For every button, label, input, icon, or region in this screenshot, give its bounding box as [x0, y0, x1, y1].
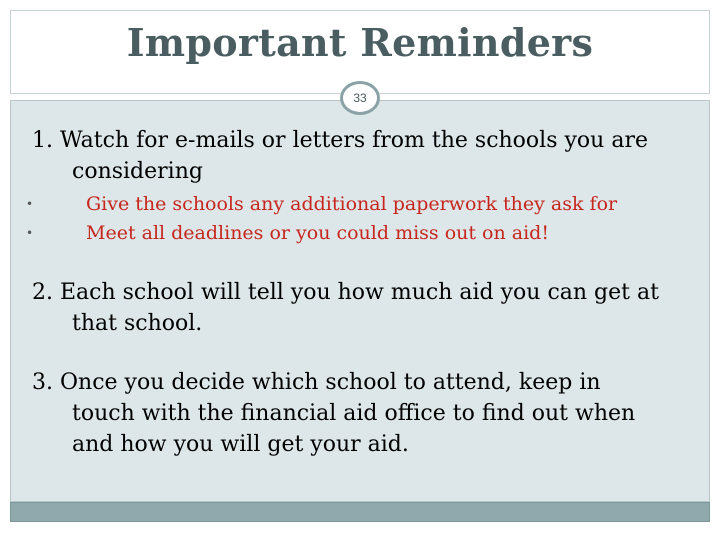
list-item-line: 2. Each school will tell you how much aid you can get at	[32, 280, 659, 305]
list-item-line: 3. Once you decide which school to attend, keep in	[32, 370, 601, 395]
sub-list	[26, 190, 702, 248]
list-item-line: that school.	[72, 311, 203, 336]
list-item-line: considering	[72, 159, 203, 184]
sub-list-item-text: Give the schools any additional paperwork they ask for	[86, 193, 618, 215]
list-item	[32, 367, 702, 460]
sub-list-item-text: Meet all deadlines or you could miss out on aid!	[86, 222, 549, 244]
page-number-badge: 33	[340, 81, 380, 115]
sub-list-item	[26, 190, 702, 219]
list-item-line: touch with the financial aid office to find out when	[72, 401, 636, 426]
slide-content	[26, 125, 702, 460]
list-item	[26, 125, 702, 248]
bullet-icon: •	[26, 197, 34, 211]
sub-list-item	[26, 219, 702, 248]
list-item-line: and how you will get your aid.	[72, 432, 409, 457]
footer-bar	[10, 502, 710, 522]
list-item-line: 1. Watch for e-mails or letters from the schools you are	[32, 128, 648, 153]
slide-title: Important Reminders	[126, 20, 594, 65]
bullet-icon: •	[26, 226, 34, 240]
list-item	[32, 277, 702, 339]
